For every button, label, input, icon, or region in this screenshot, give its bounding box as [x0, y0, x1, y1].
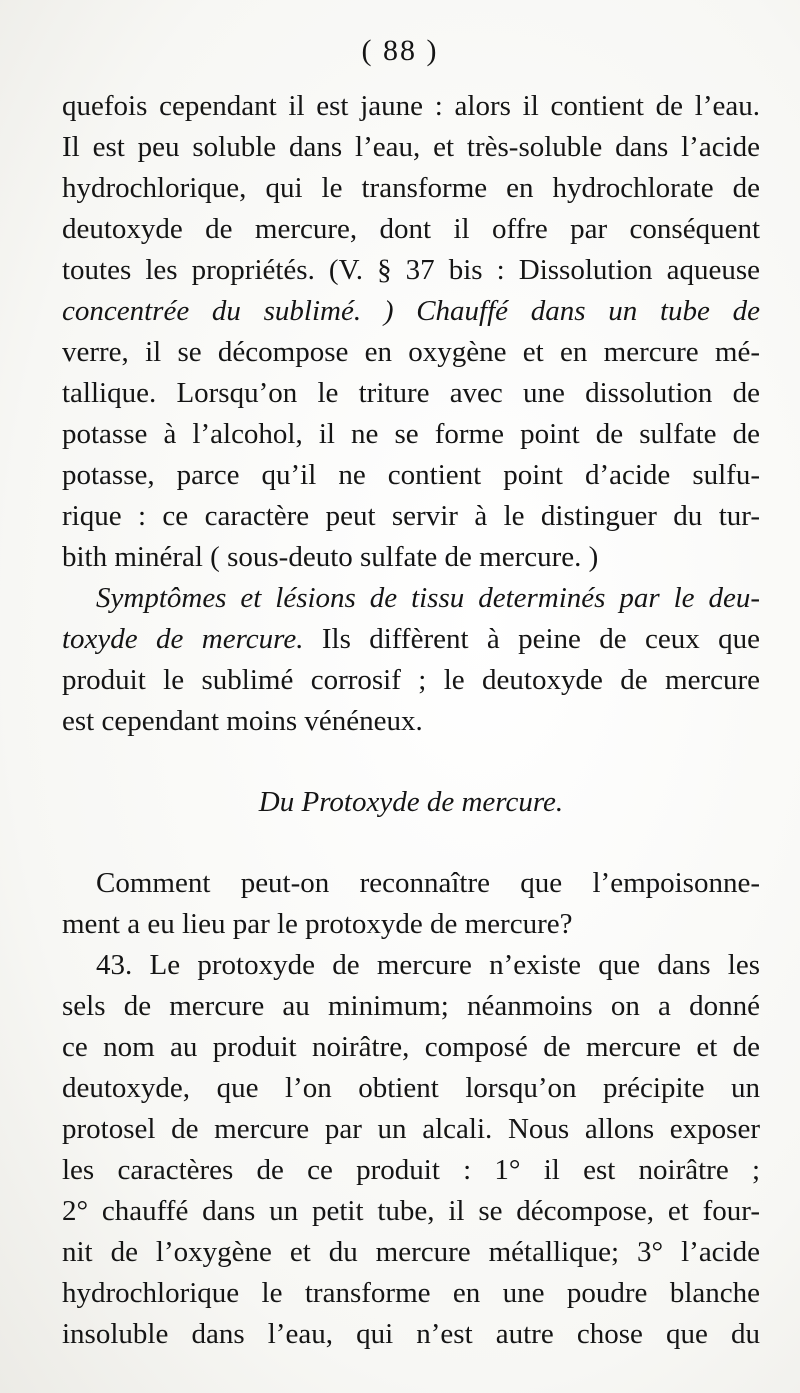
text-line: 2° chauffé dans un petit tube, il se décompose, et four-: [62, 1195, 760, 1227]
text-line: hydrochlorique le transforme en une poudre blanche: [62, 1277, 760, 1309]
section-heading: Du Protoxyde de mercure.: [258, 786, 564, 818]
text-line: tallique. Lorsqu’on le triture avec une dissolution de: [62, 377, 760, 409]
text-line: nit de l’oxygène et du mercure métallique; 3° l’acide: [62, 1236, 760, 1268]
italic-lead: toxyde de mercure.: [62, 623, 304, 655]
text-line: potasse à l’alcohol, il ne se forme point de sulfate de: [62, 418, 760, 450]
text-line: verre, il se décompose en oxygène et en mercure mé-: [62, 336, 760, 368]
text-line: ce nom au produit noirâtre, composé de mercure et de: [62, 1031, 760, 1063]
text-line: [62, 619, 760, 660]
page-body: [62, 86, 760, 1355]
text-line: sels de mercure au minimum; néanmoins on a donné: [62, 990, 760, 1022]
text-line: quefois cependant il est jaune : alors il contient de l’eau.: [62, 90, 760, 122]
page-number: ( 88 ): [361, 34, 439, 67]
text-line: produit le sublimé corrosif ; le deutoxyde de mercure: [62, 664, 760, 696]
text-line: protosel de mercure par un alcali. Nous allons exposer: [62, 1113, 760, 1145]
text-line: Symptômes et lésions de tissu determinés par le deu-: [96, 582, 760, 614]
text-line: Il est peu soluble dans l’eau, et très-soluble dans l’acide: [62, 131, 760, 163]
text-line: toutes les propriétés. (V. § 37 bis : Dissolution aqueuse: [62, 254, 760, 286]
text-line: rique : ce caractère peut servir à le distinguer du tur-: [62, 500, 760, 532]
text-line: deutoxyde de mercure, dont il offre par conséquent: [62, 213, 760, 245]
text-line: bith minéral ( sous-deuto sulfate de mercure. ): [62, 541, 599, 573]
line-rest: Ils diffèrent à peine de ceux que: [303, 623, 760, 655]
text-line: potasse, parce qu’il ne contient point d’acide sulfu-: [62, 459, 760, 491]
text-line: deutoxyde, que l’on obtient lorsqu’on précipite un: [62, 1072, 760, 1104]
text-line: 43. Le protoxyde de mercure n’existe que dans les: [96, 949, 760, 981]
text-line: insoluble dans l’eau, qui n’est autre chose que du: [62, 1318, 760, 1350]
text-line: ment a eu lieu par le protoxyde de mercure?: [62, 908, 573, 940]
text-line: les caractères de ce produit : 1° il est noirâtre ;: [62, 1154, 760, 1186]
text-line: est cependant moins vénéneux.: [62, 705, 423, 737]
text-line: concentrée du sublimé. ) Chauffé dans un tube de: [62, 295, 760, 327]
text-line: Comment peut-on reconnaître que l’empoisonne-: [96, 867, 760, 899]
text-line: hydrochlorique, qui le transforme en hydrochlorate de: [62, 172, 760, 204]
